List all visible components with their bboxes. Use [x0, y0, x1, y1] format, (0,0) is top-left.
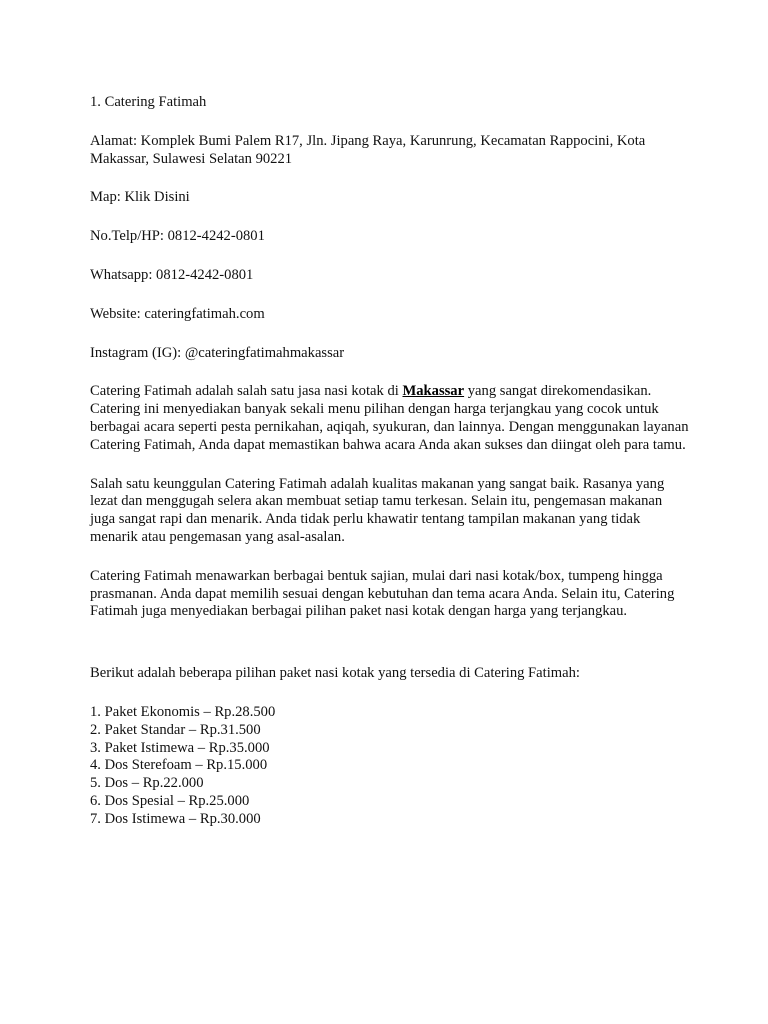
- website-text: Website: cateringfatimah.com: [90, 305, 265, 322]
- package-item: 3. Paket Istimewa – Rp.35.000: [90, 739, 270, 756]
- package-item: 7. Dos Istimewa – Rp.30.000: [90, 810, 261, 827]
- makassar-link[interactable]: Makassar: [402, 383, 465, 400]
- quality-paragraph: Salah satu keunggulan Catering Fatimah adalah kualitas makanan yang sangat baik. Rasanya yang lezat dan menggugah selera akan membuat setiap tamu terkesan. Selain itu, pengemasan makanan juga sangat rapi dan menarik. Anda tidak perlu khawatir tentang tampilan makanan yang tidak menarik atau pengemasan yang asal-asalan.: [90, 475, 665, 545]
- intro-text-after: yang sangat direkomendasikan. Catering ini menyediakan banyak sekali menu pilihan dengan harga terjangkau yang cocok untuk berbagai acara seperti pesta pernikahan, aqiqah, syukuran, dan lainnya. Dengan menggunakan layanan Catering Fatimah, Anda dapat memastikan bahwa acara Anda akan sukses dan diingat oleh para tamu.: [90, 383, 689, 453]
- intro-text-before: Catering Fatimah adalah salah satu jasa nasi kotak di: [90, 383, 403, 400]
- package-item: 4. Dos Sterefoam – Rp.15.000: [90, 757, 268, 774]
- section-heading: 1. Catering Fatimah: [90, 94, 207, 110]
- intro-paragraph: [90, 383, 690, 454]
- offering-paragraph: Catering Fatimah menawarkan berbagai bentuk sajian, mulai dari nasi kotak/box, tumpeng hingga prasmanan. Anda dapat memilih sesuai dengan kebutuhan dan tema acara Anda. Selain itu, Catering Fatimah juga menyediakan berbagai pilihan paket nasi kotak dengan harga yang terjangkau.: [90, 567, 675, 620]
- document-page: [90, 94, 690, 829]
- whatsapp-text: Whatsapp: 0812-4242-0801: [90, 266, 254, 283]
- phone-text: No.Telp/HP: 0812-4242-0801: [90, 228, 265, 245]
- map-link[interactable]: Map: Klik Disini: [90, 189, 190, 206]
- package-item: 1. Paket Ekonomis – Rp.28.500: [90, 703, 276, 720]
- package-item: 5. Dos – Rp.22.000: [90, 775, 204, 792]
- package-item: 6. Dos Spesial – Rp.25.000: [90, 792, 250, 809]
- package-item: 2. Paket Standar – Rp.31.500: [90, 721, 261, 738]
- packages-intro: Berikut adalah beberapa pilihan paket nasi kotak yang tersedia di Catering Fatimah:: [90, 665, 580, 682]
- instagram-text: Instagram (IG): @cateringfatimahmakassar: [90, 344, 345, 361]
- address-text: Alamat: Komplek Bumi Palem R17, Jln. Jipang Raya, Karunrung, Kecamatan Rappocini, Kota Makassar, Sulawesi Selatan 90221: [90, 132, 646, 167]
- packages-list: [90, 704, 690, 829]
